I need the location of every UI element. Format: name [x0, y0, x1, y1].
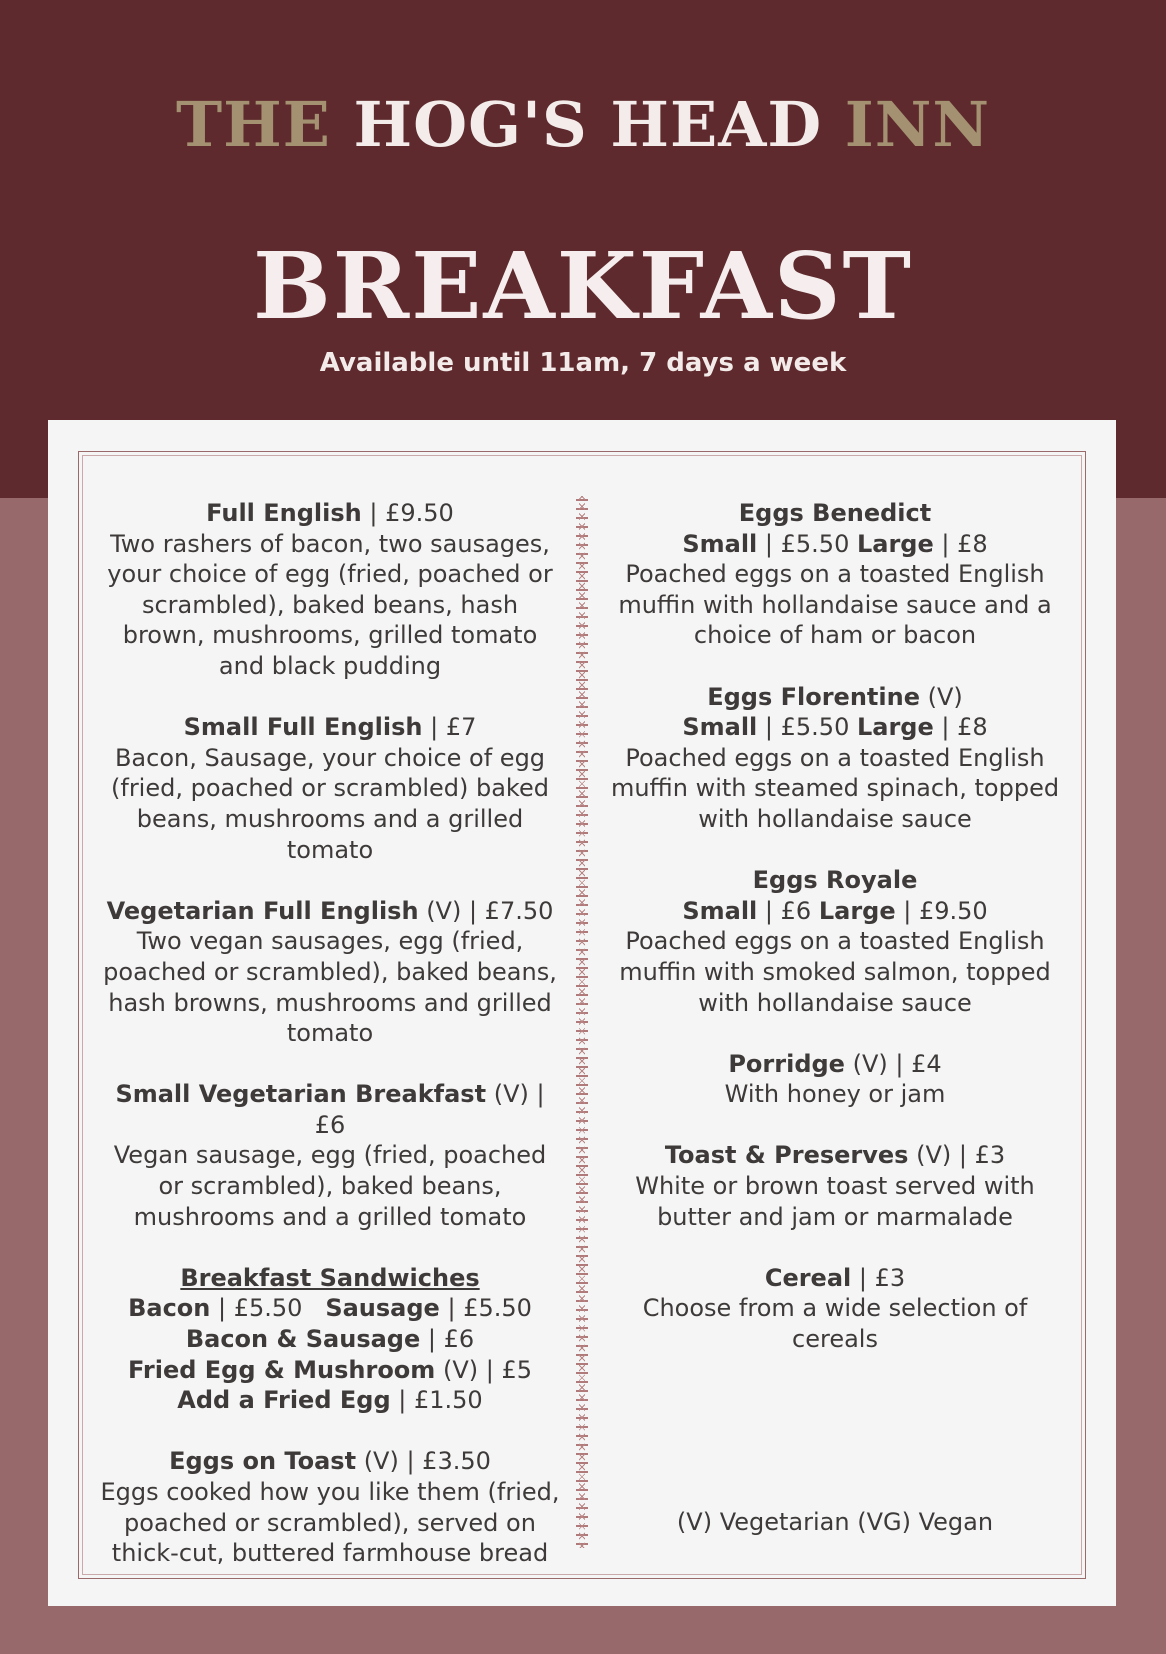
- item-description: Choose from a wide selection of cereals: [642, 1294, 1028, 1354]
- menu-item-eggs-benedict: [605, 498, 1065, 651]
- menu-item-vegetarian-full-english: [100, 896, 560, 1049]
- availability-note: Available until 11am, 7 days a week: [319, 348, 847, 378]
- item-price: (V) | £3: [916, 1141, 1006, 1170]
- item-name: Small Full English: [183, 713, 423, 742]
- item-description: Poached eggs on a toasted English muffin with smoked salmon, topped with hollandaise sauce: [619, 927, 1051, 1017]
- item-price: | £9.50: [369, 499, 454, 527]
- item-price: | £6: [764, 896, 812, 925]
- brand-name: HOG'S HEAD: [353, 88, 823, 161]
- item-name: Porridge: [728, 1049, 845, 1078]
- menu-item-toast-preserves: [605, 1140, 1065, 1232]
- section-heading: Breakfast Sandwiches: [180, 1263, 480, 1292]
- size-label: Small: [682, 713, 758, 742]
- menu-item-small-full-english: [100, 712, 560, 865]
- item-price: | £1.50: [398, 1386, 483, 1415]
- menu-item-small-vegetarian-breakfast: [100, 1079, 560, 1232]
- brand-logo: [0, 88, 1166, 161]
- item-price: | £5.50: [218, 1294, 303, 1323]
- item-price: | £8: [941, 713, 988, 742]
- item-name: Toast & Preserves: [664, 1141, 909, 1170]
- menu-item-full-english: [100, 498, 560, 682]
- size-label: Small: [682, 529, 758, 558]
- item-price: (V) | £5: [442, 1355, 532, 1384]
- item-price: | £7: [430, 713, 477, 742]
- column-divider: [576, 496, 588, 1548]
- item-description: With honey or jam: [724, 1080, 946, 1109]
- item-name: Full English: [206, 499, 362, 527]
- item-tag: (V): [927, 682, 963, 711]
- item-price: (V) | £3.50: [363, 1447, 491, 1476]
- menu-section-sandwiches: [100, 1263, 560, 1416]
- item-name: Eggs Florentine: [707, 682, 920, 711]
- item-name: Sausage: [325, 1294, 440, 1323]
- item-price: | £3: [858, 1263, 906, 1292]
- brand-inn: INN: [844, 88, 991, 161]
- item-description: Two rashers of bacon, two sausages, your choice of egg (fried, poached or scrambled), baked beans, hash brown, mushrooms, grilled tomato and black pudding: [107, 529, 553, 680]
- menu-item-eggs-on-toast: [100, 1446, 560, 1568]
- item-description: Two vegan sausages, egg (fried, poached or scrambled), baked beans, hash browns, mushrooms and grilled tomato: [103, 927, 557, 1048]
- item-name: Bacon & Sausage: [185, 1325, 421, 1354]
- item-name: Vegetarian Full English: [106, 896, 419, 925]
- item-name: Eggs on Toast: [169, 1447, 357, 1476]
- item-price: | £9.50: [903, 896, 988, 925]
- size-label: Large: [818, 896, 896, 925]
- item-name: Fried Egg & Mushroom: [128, 1355, 436, 1384]
- item-description: White or brown toast served with butter and jam or marmalade: [635, 1172, 1035, 1231]
- item-name: Cereal: [764, 1263, 852, 1292]
- menu-item-eggs-florentine: [605, 682, 1065, 835]
- item-description: Poached eggs on a toasted English muffin with hollandaise sauce and a choice of ham or bacon: [618, 560, 1052, 650]
- item-description: Bacon, Sausage, your choice of egg (fried, poached or scrambled) baked beans, mushrooms and a grilled tomato: [111, 743, 549, 864]
- size-label: Large: [856, 529, 934, 558]
- menu-item-porridge: [605, 1049, 1065, 1110]
- item-name: Bacon: [128, 1294, 211, 1323]
- menu-title: BREAKFAST: [253, 232, 913, 340]
- menu-item-cereal: [605, 1263, 1065, 1355]
- size-label: Small: [682, 896, 758, 925]
- item-name: Eggs Royale: [752, 866, 918, 895]
- item-price: | £5.50: [447, 1294, 532, 1323]
- left-column: [100, 498, 560, 1599]
- dietary-key: (V) Vegetarian (VG) Vegan: [676, 1508, 994, 1536]
- item-name: Add a Fried Egg: [177, 1386, 391, 1415]
- item-price: (V) | £7.50: [426, 896, 554, 925]
- item-price: | £8: [941, 529, 988, 558]
- item-description: Poached eggs on a toasted English muffin with steamed spinach, topped with hollandaise sauce: [610, 743, 1060, 833]
- size-label: Large: [856, 713, 934, 742]
- item-name: Eggs Benedict: [738, 499, 932, 527]
- menu-item-eggs-royale: [605, 865, 1065, 1018]
- item-description: Vegan sausage, egg (fried, poached or scrambled), baked beans, mushrooms and a grilled tomato: [113, 1141, 547, 1231]
- brand-the: THE: [175, 88, 331, 161]
- right-column: [605, 498, 1065, 1385]
- item-description: Eggs cooked how you like them (fried, poached or scrambled), served on thick-cut, buttered farmhouse bread: [100, 1478, 560, 1568]
- item-name: Small Vegetarian Breakfast: [115, 1080, 487, 1109]
- item-price: (V) | £6: [314, 1080, 545, 1139]
- item-price: | £5.50: [764, 713, 850, 742]
- item-price: | £5.50: [764, 529, 850, 558]
- item-price: | £6: [427, 1325, 475, 1354]
- item-price: (V) | £4: [852, 1049, 942, 1078]
